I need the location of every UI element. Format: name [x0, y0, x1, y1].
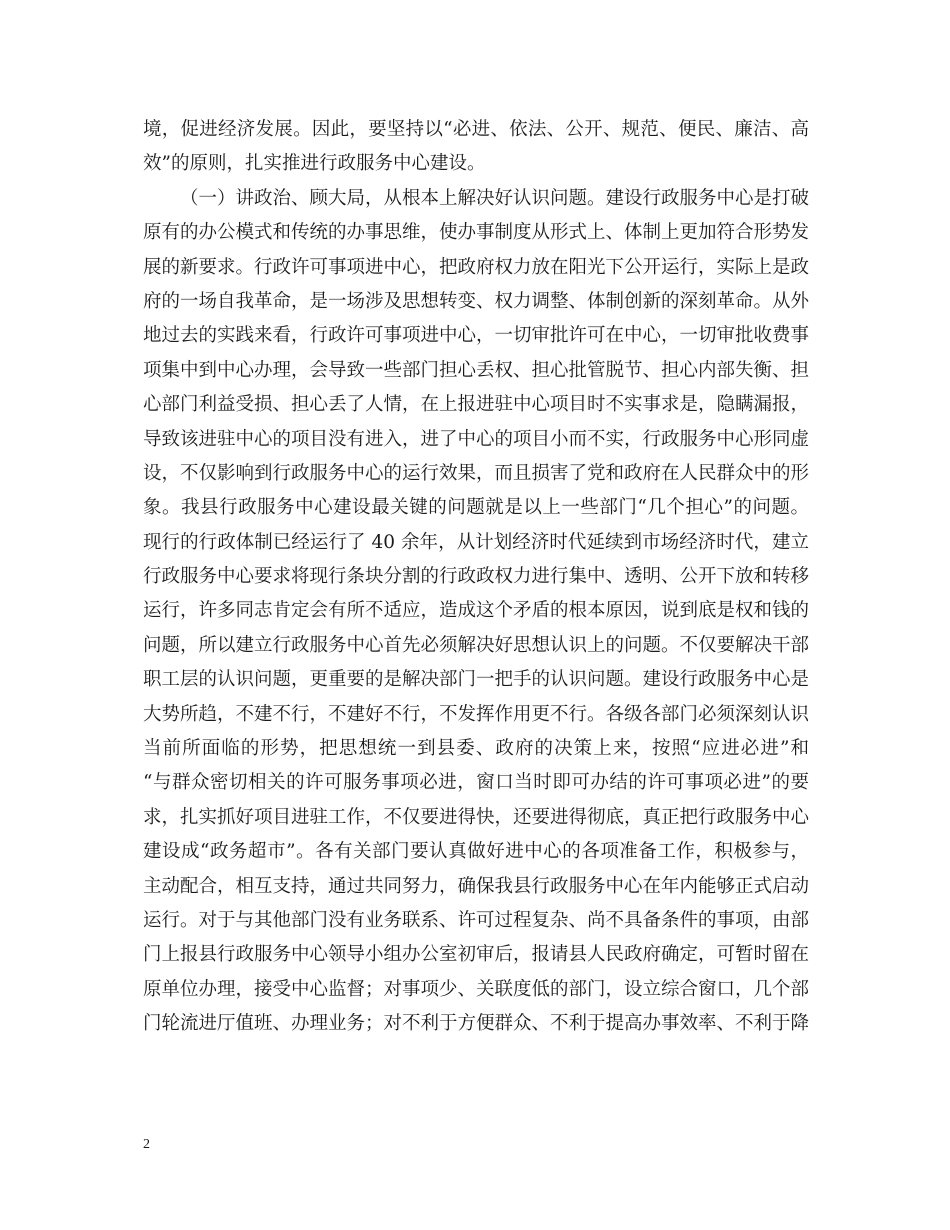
text-line: 行政服务中心要求将现行条块分割的行政政权力进行集中、透明、公开下放和转移: [143, 566, 809, 588]
text-line: 设，不仅影响到行政服务中心的运行效果，而且损害了党和政府在人民群众中的形: [143, 462, 809, 484]
text-line: 职工层的认识问题，更重要的是解决部门一把手的认识问题。建设行政服务中心是: [143, 669, 809, 691]
text-line: 当前所面临的形势，把思想统一到县委、政府的决策上来，按照“应进必进”和: [143, 738, 809, 760]
text-line: 府的一场自我革命，是一场涉及思想转变、权力调整、体制创新的深刻革命。从外: [143, 290, 809, 312]
text-line: 象。我县行政服务中心建设最关键的问题就是以上一些部门“几个担心”的问题。: [143, 497, 809, 519]
text-line: 导致该进驻中心的项目没有进入，进了中心的项目小而不实，行政服务中心形同虚: [143, 428, 809, 450]
text-line: 原单位办理，接受中心监督；对事项少、关联度低的部门，设立综合窗口，几个部: [143, 978, 809, 1000]
text-line: “与群众密切相关的许可服务事项必进，窗口当时即可办结的许可事项必进”的要: [143, 772, 809, 794]
page-number: 2: [143, 1137, 150, 1152]
text-line: 运行。对于与其他部门没有业务联系、许可过程复杂、尚不具备条件的事项，由部: [143, 909, 809, 931]
text-line: 求，扎实抓好项目进驻工作，不仅要进得快，还要进得彻底，真正把行政服务中心: [143, 806, 809, 828]
text-line: 地过去的实践来看，行政许可事项进中心，一切审批许可在中心，一切审批收费事: [143, 325, 809, 347]
paragraph-heading-line: （一）讲政治、顾大局，从根本上解决好认识问题。建设行政服务中心是打破: [180, 187, 809, 209]
text-line: 门上报县行政服务中心领导小组办公室初审后，报请县人民政府确定，可暂时留在: [143, 944, 809, 966]
text-line: 原有的办公模式和传统的办事思维，使办事制度从形式上、体制上更加符合形势发: [143, 222, 809, 244]
text-line: 现行的行政体制已经运行了 40 余年，从计划经济时代延续到市场经济时代，建立: [143, 531, 809, 553]
text-line: 项集中到中心办理，会导致一些部门担心丢权、担心批管脱节、担心内部失衡、担: [143, 359, 809, 381]
text-line: 效”的原则，扎实推进行政服务中心建设。: [143, 153, 486, 175]
text-line: 主动配合，相互支持，通过共同努力，确保我县行政服务中心在年内能够正式启动: [143, 875, 809, 897]
text-line: 心部门利益受损、担心丢了人情，在上报进驻中心项目时不实事求是，隐瞒漏报，: [143, 394, 809, 416]
text-line: 门轮流进厅值班、办理业务；对不利于方便群众、不利于提高办事效率、不利于降: [143, 1013, 809, 1035]
text-line: 展的新要求。行政许可事项进中心，把政府权力放在阳光下公开运行，实际上是政: [143, 256, 809, 278]
text-line: 大势所趋，不建不行，不建好不行，不发挥作用更不行。各级各部门必须深刻认识: [143, 703, 809, 725]
text-line: 问题，所以建立行政服务中心首先必须解决好思想认识上的问题。不仅要解决干部: [143, 634, 809, 656]
text-line: 境，促进经济发展。因此，要坚持以“必进、依法、公开、规范、便民、廉洁、高: [143, 119, 809, 140]
text-line: 运行，许多同志肯定会有所不适应，造成这个矛盾的根本原因，说到底是权和钱的: [143, 600, 809, 622]
body-text: [143, 113, 809, 1042]
text-line: 建设成“政务超市”。各有关部门要认真做好进中心的各项准备工作，积极参与，: [143, 841, 809, 863]
